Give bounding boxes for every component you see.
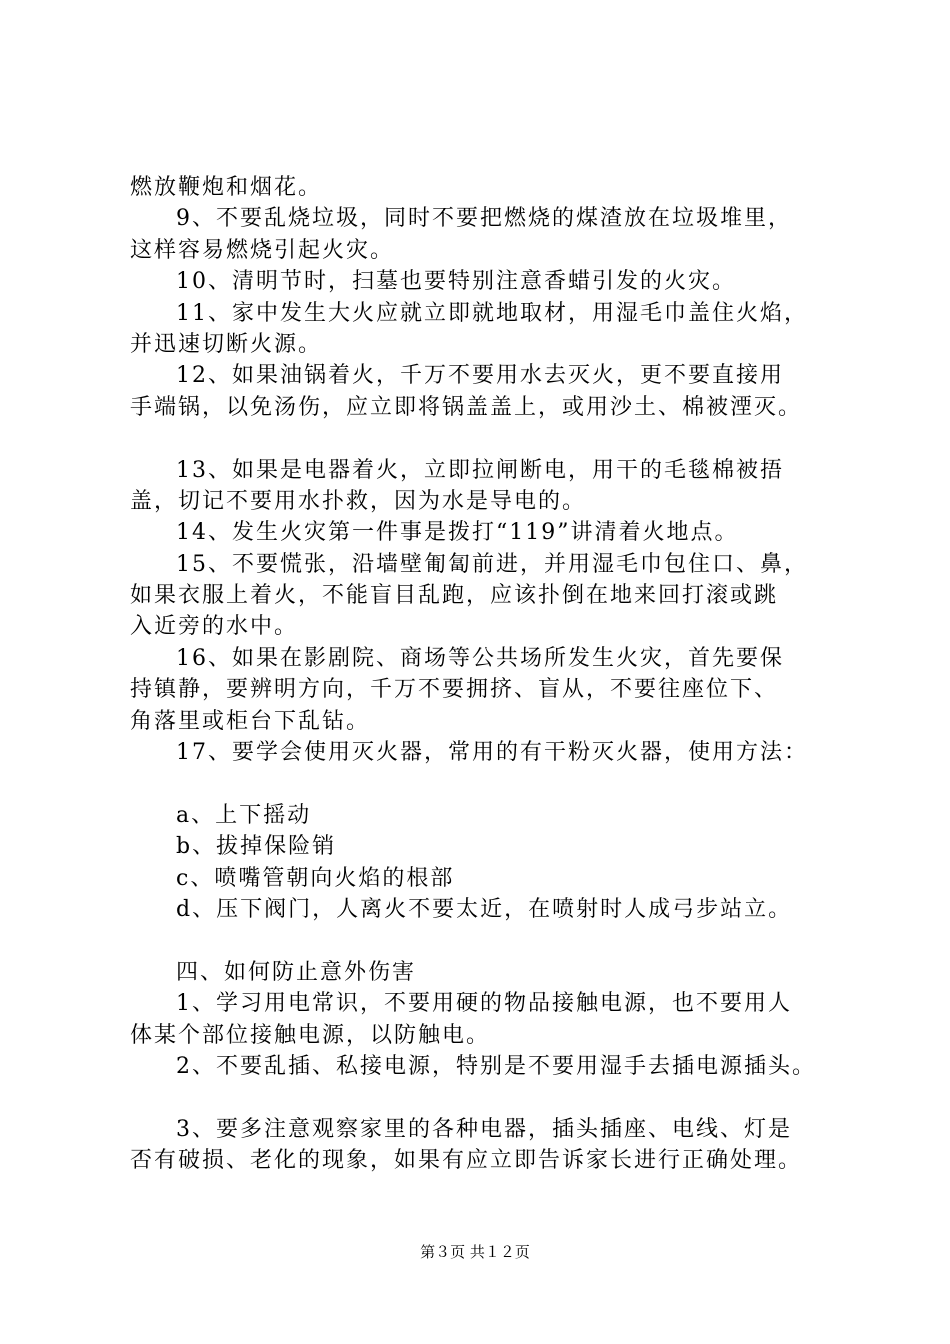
text-line: 11、家中发生大火应就立即就地取材，用湿毛巾盖住火焰， (176, 300, 808, 326)
text-line: b、拔掉保险销 (176, 834, 337, 860)
text-line: 12、如果油锅着火，千万不要用水去灭火，更不要直接用 (176, 363, 784, 389)
text-line: 这样容易燃烧引起火灾。 (130, 237, 395, 263)
text-line: 持镇静，要辨明方向，千万不要拥挤、盲从，不要往座位下、 (130, 677, 779, 703)
text-line: 2、不要乱插、私接电源，特别是不要用湿手去插电源插头。 (176, 1053, 816, 1079)
text-line: 体某个部位接触电源，以防触电。 (130, 1022, 491, 1048)
text-line: 9、不要乱烧垃圾，同时不要把燃烧的煤渣放在垃圾堆里， (176, 206, 792, 232)
text-line: 15、不要慌张，沿墙壁匍匐前进，并用湿毛巾包住口、鼻， (176, 551, 808, 577)
text-line: 否有破损、老化的现象，如果有应立即告诉家长进行正确处理。 (130, 1148, 803, 1174)
text-line: 四、如何防止意外伤害 (176, 959, 417, 985)
document-body (130, 172, 850, 1177)
text-line: 入近旁的水中。 (130, 614, 299, 640)
text-line: 如果衣服上着火，不能盲目乱跑，应该扑倒在地来回打滚或跳 (130, 583, 779, 609)
text-line: c、喷嘴管朝向火焰的根部 (176, 865, 455, 891)
text-line: 手端锅，以免汤伤，应立即将锅盖盖上，或用沙土、棉被湮灭。 (130, 394, 803, 420)
text-line: 3、要多注意观察家里的各种电器，插头插座、电线、灯是 (176, 1116, 792, 1142)
text-line: 1、学习用电常识，不要用硬的物品接触电源，也不要用人 (176, 991, 792, 1017)
text-line: 并迅速切断火源。 (130, 331, 323, 357)
page-footer: 第３页 共１２页 (420, 1243, 530, 1261)
text-line: 燃放鞭炮和烟花。 (130, 175, 323, 200)
text-line: 16、如果在影剧院、商场等公共场所发生火灾，首先要保 (176, 645, 784, 671)
text-line: a、上下摇动 (176, 802, 312, 828)
blank-line (130, 768, 850, 799)
text-line: d、压下阀门，人离火不要太近，在喷射时人成弓步站立。 (176, 896, 793, 922)
blank-line (130, 423, 850, 454)
text-line: 17、要学会使用灭火器，常用的有干粉灭火器，使用方法： (176, 740, 808, 766)
text-line: 盖，切记不要用水扑救，因为水是导电的。 (130, 488, 587, 514)
text-line: 角落里或柜台下乱钻。 (130, 708, 371, 734)
blank-line (130, 925, 850, 956)
text-line: 10、清明节时，扫墓也要特别注意香蜡引发的火灾。 (176, 269, 736, 295)
blank-line (130, 1082, 850, 1113)
text-line: 13、如果是电器着火，立即拉闸断电，用干的毛毯棉被捂 (176, 457, 784, 483)
text-line: 14、发生火灾第一件事是拨打“119”讲清着火地点。 (176, 520, 739, 546)
